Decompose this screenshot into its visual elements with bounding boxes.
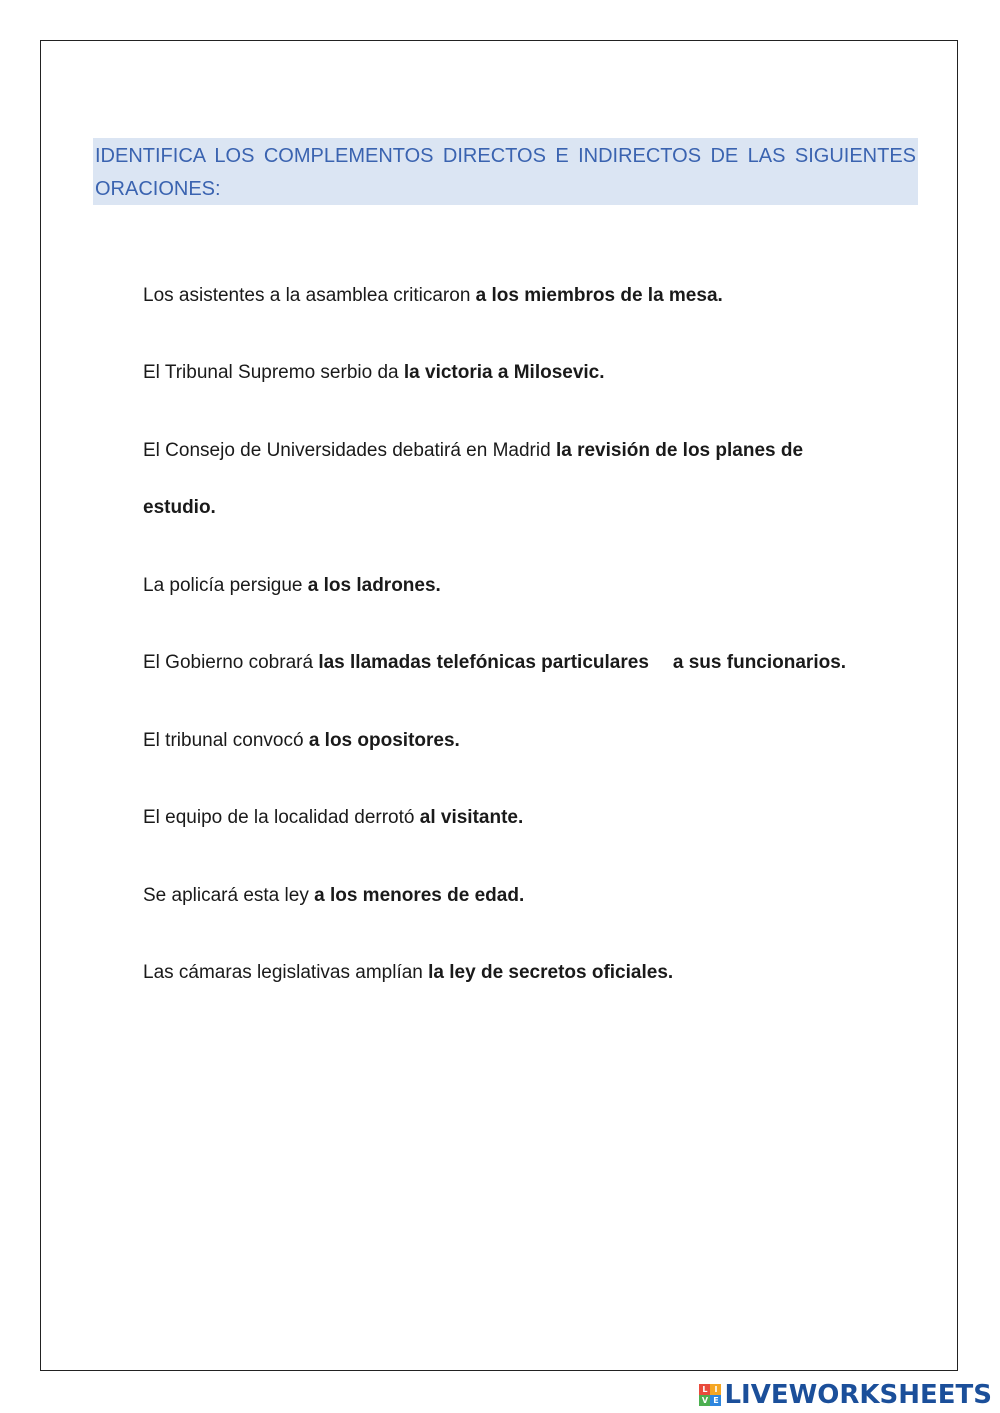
sentence-3 bbox=[143, 439, 803, 463]
sentence-text: El tribunal convocó bbox=[143, 730, 309, 751]
sentence-complement: al visitante. bbox=[419, 807, 524, 828]
sentence-text: El Tribunal Supremo serbio da bbox=[143, 362, 404, 383]
sentence-text: El Gobierno cobrará bbox=[143, 652, 319, 673]
liveworksheets-logo-icon bbox=[699, 1384, 721, 1406]
sentence-3-continuation bbox=[143, 496, 216, 520]
sentence-text: Los asistentes a la asamblea criticaron bbox=[143, 285, 476, 306]
sentence-2 bbox=[143, 361, 605, 385]
liveworksheets-wordmark: LIVEWORKSHEETS bbox=[724, 1380, 992, 1410]
sentence-text: El Consejo de Universidades debatirá en Madrid bbox=[143, 440, 556, 461]
sentence-complement: a los ladrones. bbox=[307, 575, 441, 596]
sentence-8 bbox=[143, 884, 524, 908]
sentence-text: Las cámaras legislativas amplían bbox=[143, 962, 429, 983]
sentence-5 bbox=[143, 651, 846, 675]
sentence-complement: a los miembros de la mesa. bbox=[475, 285, 723, 306]
sentence-text: El equipo de la localidad derrotó bbox=[143, 807, 420, 828]
instruction-banner bbox=[93, 138, 918, 205]
sentence-complement-2: a sus funcionarios. bbox=[672, 652, 847, 673]
logo-cell: V bbox=[699, 1395, 710, 1406]
instruction-line-1: IDENTIFICA LOS COMPLEMENTOS DIRECTOS E INDIRECTOS DE LAS SIGUIENTES bbox=[95, 145, 916, 167]
worksheet-page-frame bbox=[40, 40, 958, 1371]
sentence-complement: a los menores de edad. bbox=[314, 885, 525, 906]
logo-cell: I bbox=[710, 1384, 721, 1395]
sentence-4 bbox=[143, 574, 441, 598]
sentence-complement: la revisión de los planes de bbox=[555, 440, 804, 461]
sentence-complement-continuation: estudio. bbox=[143, 497, 216, 518]
sentence-complement: la ley de secretos oficiales. bbox=[428, 962, 674, 983]
sentence-9 bbox=[143, 961, 673, 985]
sentence-1 bbox=[143, 284, 723, 308]
sentence-complement: la victoria a Milosevic. bbox=[403, 362, 605, 383]
sentence-complement: las llamadas telefónicas particulares bbox=[318, 652, 649, 673]
sentence-7 bbox=[143, 806, 523, 830]
liveworksheets-brand bbox=[699, 1381, 992, 1409]
sentence-text: La policía persigue bbox=[143, 575, 308, 596]
sentence-text: Se aplicará esta ley bbox=[143, 885, 315, 906]
logo-cell: L bbox=[699, 1384, 710, 1395]
sentence-6 bbox=[143, 729, 460, 753]
instruction-line-2: ORACIONES: bbox=[95, 178, 221, 200]
logo-cell: E bbox=[710, 1395, 721, 1406]
sentence-complement: a los opositores. bbox=[308, 730, 460, 751]
